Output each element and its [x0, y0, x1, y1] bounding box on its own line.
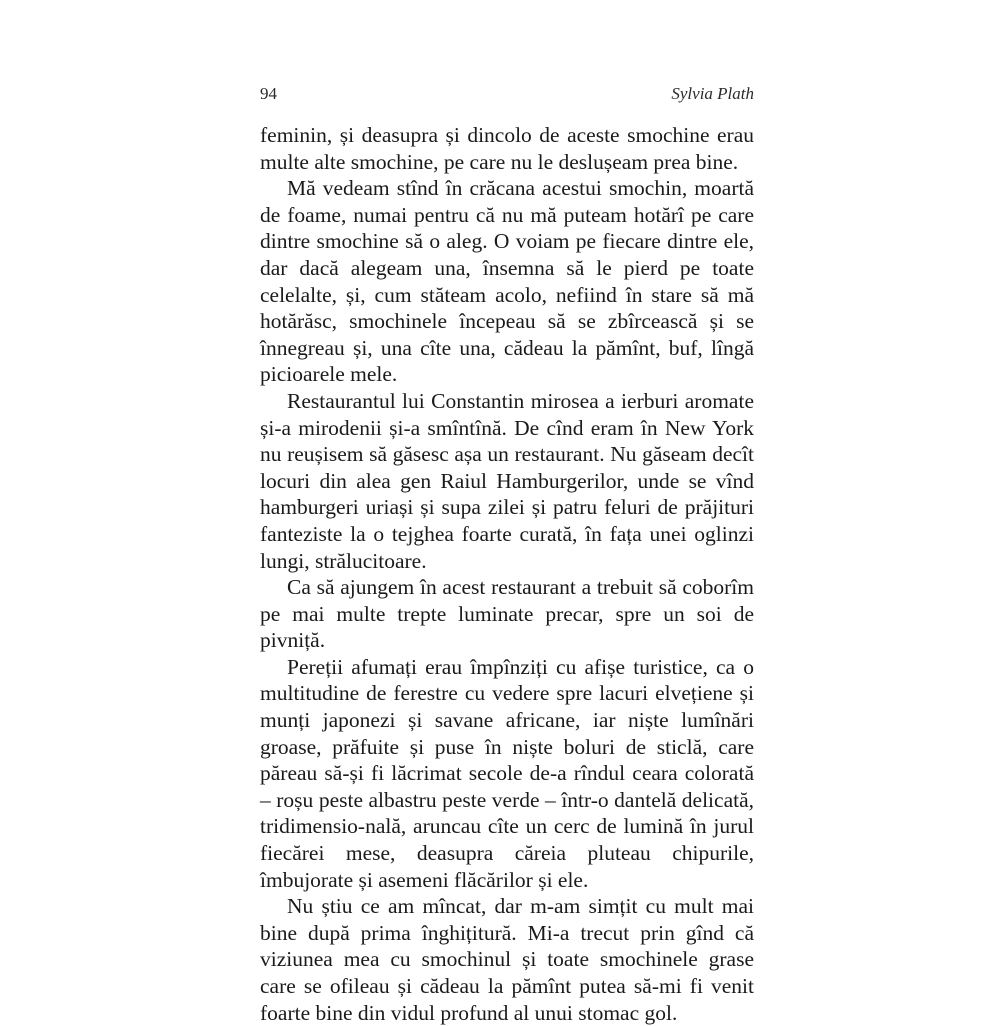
- running-head: [260, 84, 754, 110]
- paragraph: Restaurantul lui Constantin mirosea a ierburi aromate și-a mirodenii și-a smîntînă. De cînd eram în New York nu reușisem să găsesc așa un restaurant. Nu găseam decît locuri din alea gen Raiul Hamburgerilor, unde se vînd hamburgeri uriași și supa zilei și patru feluri de prăjituri fanteziste la o tejghea foarte curată, în fața unei oglinzi lungi, strălucitoare.: [260, 388, 754, 573]
- paragraph: Ca să ajungem în acest restaurant a trebuit să coborîm pe mai multe trepte luminate precar, spre un soi de pivniță.: [260, 575, 754, 653]
- paragraph: Nu știu ce am mîncat, dar m-am simțit cu mult mai bine după prima înghițitură. Mi-a trecut prin gînd că viziunea mea cu smochinul și toate smochinele grase care se ofileau și cădeau la pămînt putea să-mi fi venit foarte bine din vidul profund al unui stomac gol.: [260, 894, 754, 1025]
- paragraph: Pereții afumați erau împînziți cu afișe turistice, ca o multitudine de ferestre cu vedere spre lacuri elvețiene și munți japonezi și savane africane, iar niște lumînări groase, prăfuite și puse în niște boluri de sticlă, care păreau să-și fi lăcrimat secole de-a rîndul ceara colorată – roșu peste albastru peste verde – într-o dantelă delicată, tridimensio-nală, aruncau cîte un cerc de lumină în jurul fiecărei mese, deasupra căreia pluteau chipurile, îmbujorate și asemeni flăcărilor și ele.: [260, 654, 754, 892]
- body-text: [260, 122, 754, 1026]
- running-head-author: Sylvia Plath: [671, 84, 754, 103]
- paragraph: Mă vedeam stînd în crăcana acestui smochin, moartă de foame, numai pentru că nu mă puteam hotărî pe care dintre smochine să o aleg. O voiam pe fiecare dintre ele, dar dacă alegeam una, însemna să le pierd pe toate celelalte, și, cum stăteam acolo, nefiind în stare să mă hotărăsc, smochinele începeau să se zbîrcească și se înnegreau și, una cîte una, cădeau la pămînt, buf, lîngă picioarele mele.: [260, 176, 754, 387]
- paragraph: feminin, și deasupra și dincolo de aceste smochine erau multe alte smochine, pe care nu le deslușeam prea bine.: [260, 123, 754, 174]
- page-number: 94: [260, 84, 277, 103]
